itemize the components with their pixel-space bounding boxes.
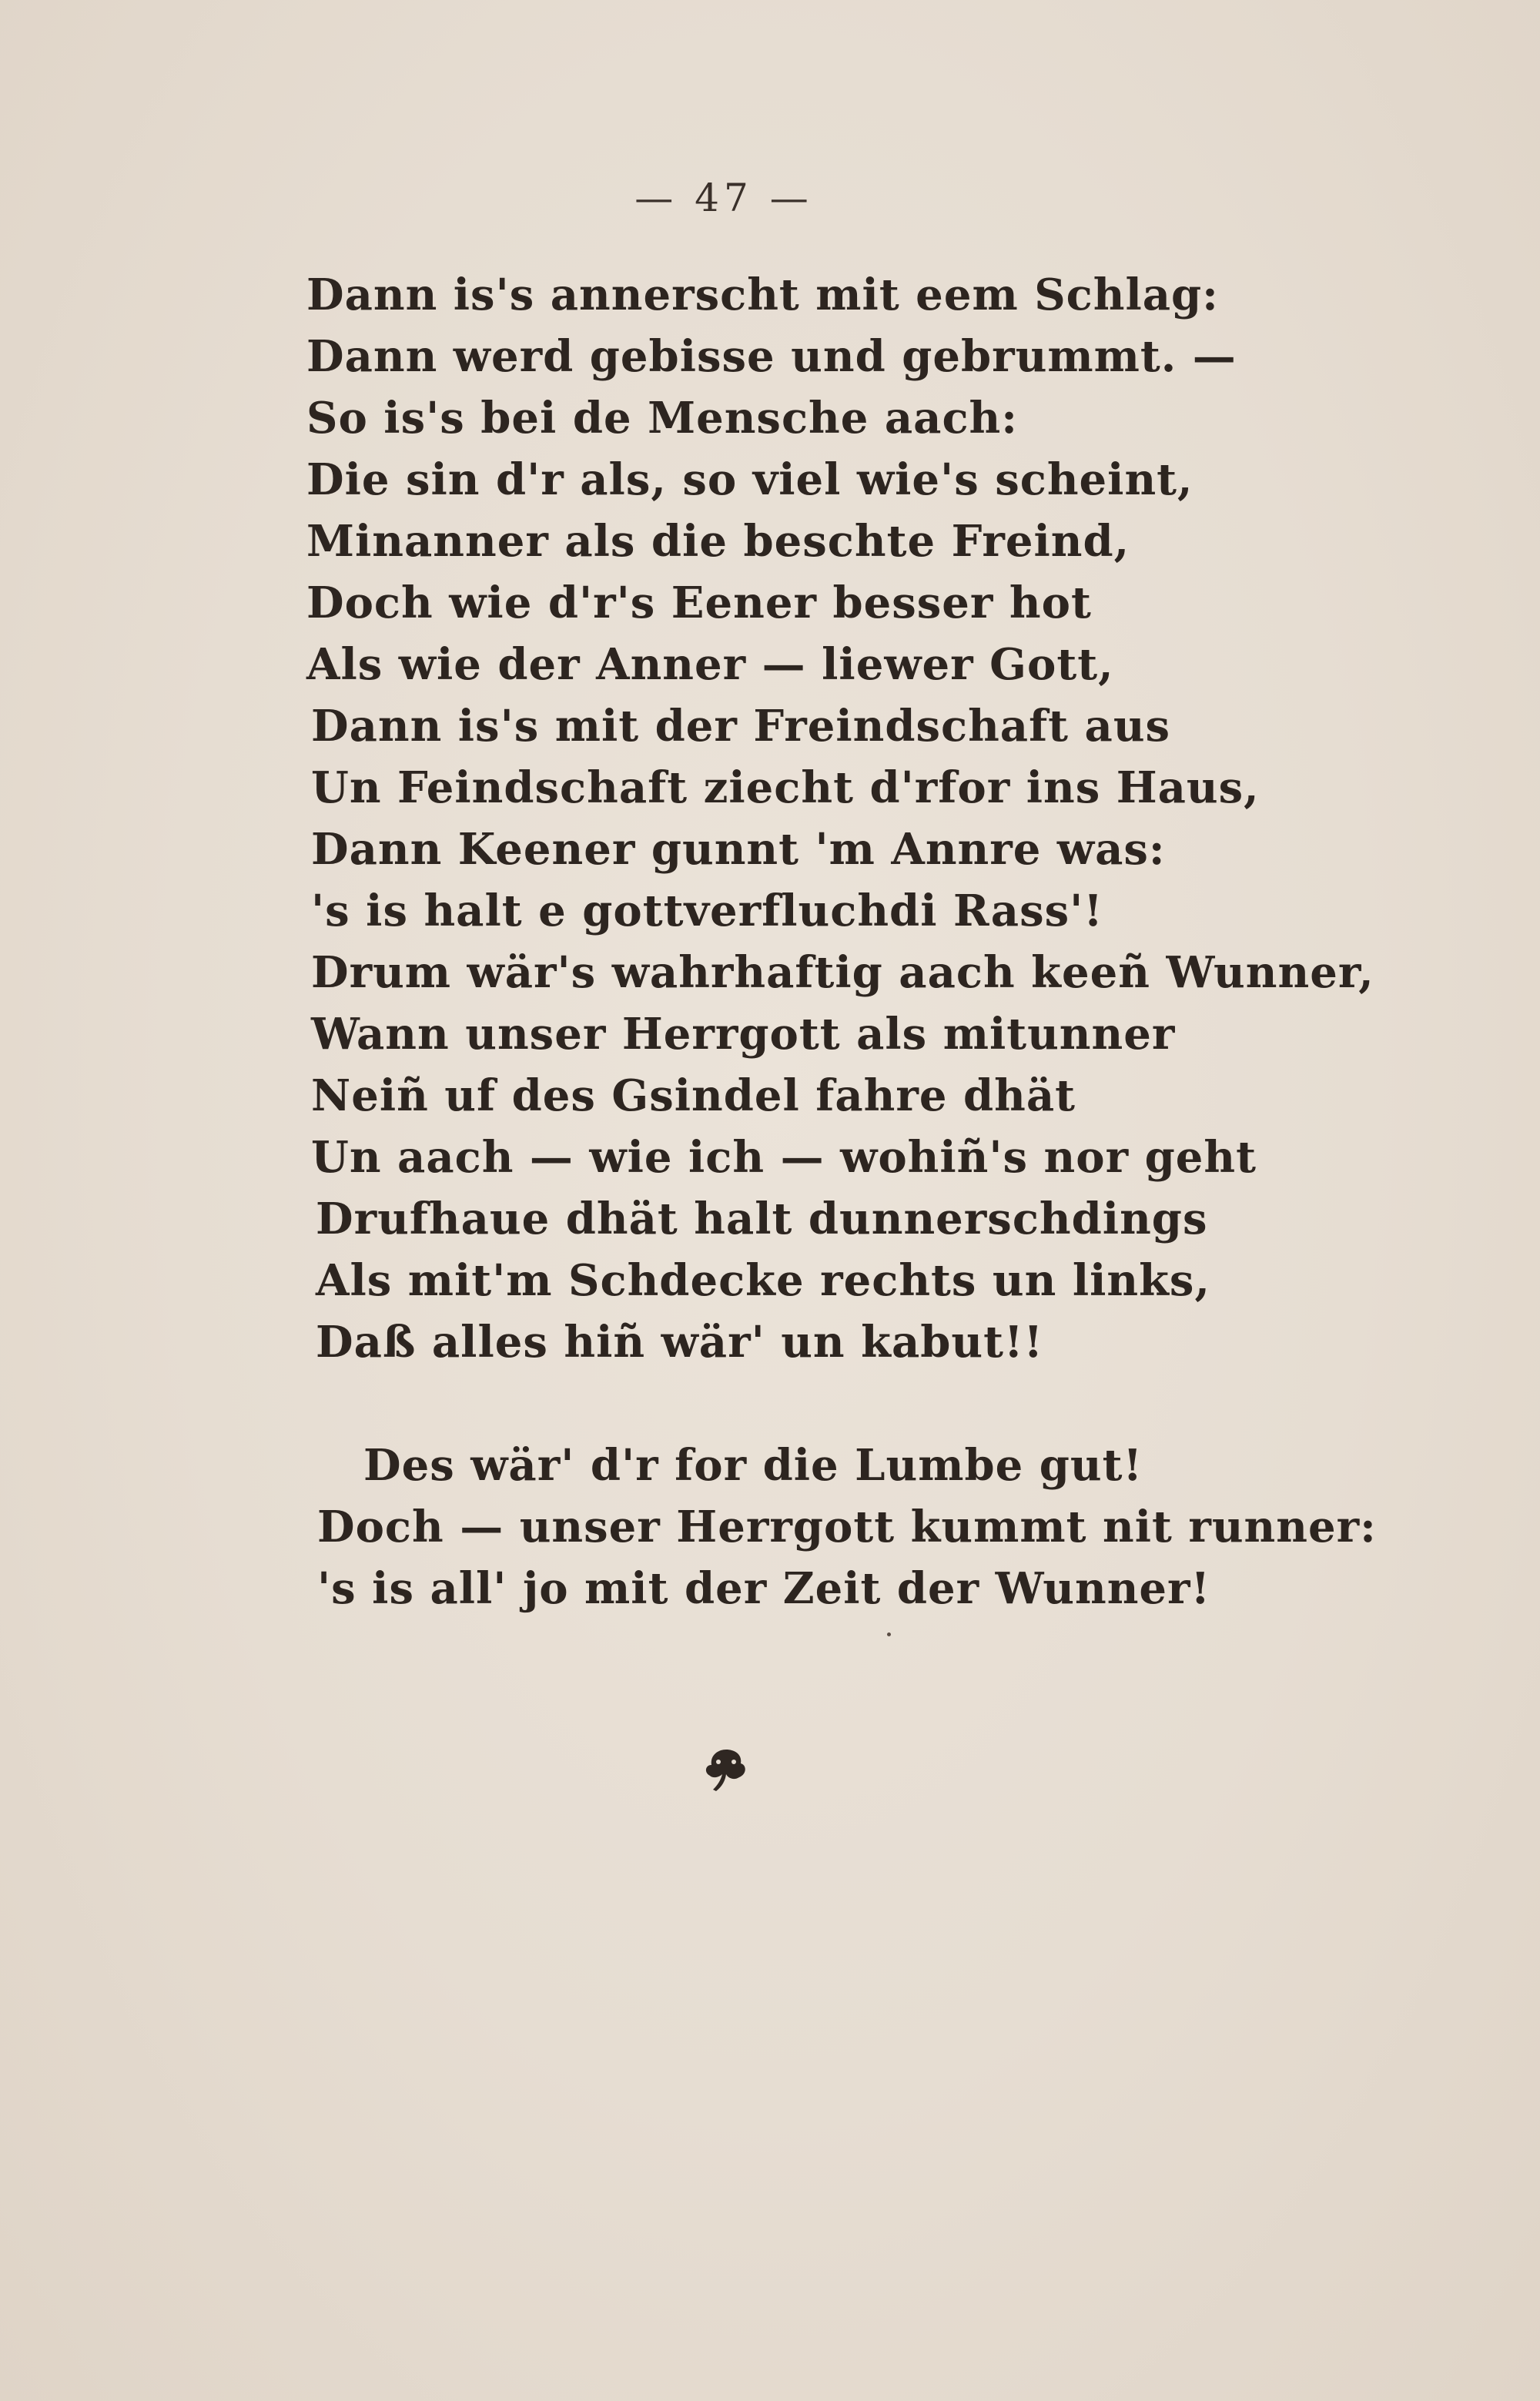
verse-line: Wann unser Herrgott als mitunner (311, 1009, 1176, 1060)
verse-line: Drum wär's wahrhaftig aach keeñ Wunner, (311, 947, 1374, 998)
verse-line: Un aach — wie ich — wohiñ's nor geht (311, 1132, 1257, 1183)
verse-line: Dann is's annerscht mit eem Schlag: (306, 270, 1219, 320)
verse-line: Un Feindschaft ziecht d'rfor ins Haus, (311, 762, 1260, 813)
verse-line: Dann werd gebisse und gebrummt. — (306, 331, 1237, 382)
page-number: — 47 — (634, 176, 813, 220)
verse-line: Doch wie d'r's Eener besser hot (306, 578, 1092, 628)
verse-line: Neiñ uf des Gsindel fahre dhät (311, 1070, 1076, 1121)
verse-line: 's is halt e gottverfluchdi Rass'! (311, 886, 1103, 936)
verse-line: Als mit'm Schdecke rechts un links, (316, 1255, 1210, 1306)
verse-line: So is's bei de Mensche aach: (306, 393, 1018, 444)
fleuron-ornament-icon (702, 1745, 750, 1794)
verse-line: Doch — unser Herrgott kummt nit runner: (317, 1502, 1377, 1552)
verse-line: Daß alles hiñ wär' un kabut!! (316, 1317, 1044, 1368)
verse-line: Dann is's mit der Freindschaft aus (311, 701, 1171, 752)
ink-speck (887, 1632, 891, 1636)
verse-line: Die sin d'r als, so viel wie's scheint, (306, 454, 1194, 505)
verse-line: Minanner als die beschte Freind, (306, 516, 1130, 567)
verse-line: Dann Keener gunnt 'm Annre was: (311, 824, 1166, 875)
verse-line: Des wär' d'r for die Lumbe gut! (363, 1440, 1143, 1491)
verse-line: Als wie der Anner — liewer Gott, (306, 639, 1114, 690)
verse-line: Drufhaue dhät halt dunnerschdings (316, 1194, 1208, 1244)
verse-line: 's is all' jo mit der Zeit der Wunner! (317, 1563, 1211, 1614)
